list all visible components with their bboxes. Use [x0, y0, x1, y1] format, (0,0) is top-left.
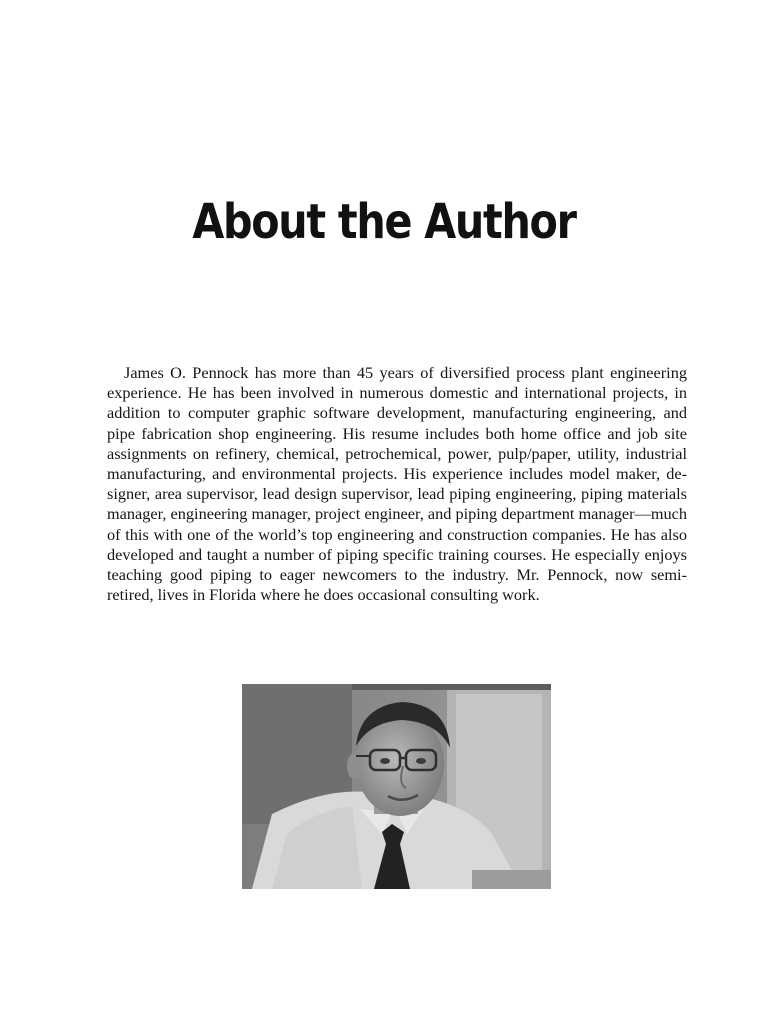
page-title: About the Author — [192, 194, 576, 250]
author-photo — [242, 684, 551, 889]
author-portrait-icon — [242, 684, 551, 889]
author-biography: James O. Pennock has more than 45 years of diversified process plant engineering experience. He has been involved in numerous domestic and international projects, in addition to computer graphic software development, manufacturing engineering, and pipe fabrication shop engineering. His resume includes both home office and job site assignments on refinery, chemical, petrochemical, power, pulp/paper, utility, industrial manufacturing, and environmental projects. His experience includes model maker, designer, area supervisor, lead design supervisor, lead piping engineering, piping materials manager, engineering manager, project engineer, and piping department manager—much of this with one of the world’s top engineering and construction companies. He has also developed and taught a number of piping specific training courses. He especially enjoys teaching good piping to eager newcomers to the industry. Mr. Pennock, now semi-retired, lives in Florida where he does occasional consulting work. — [107, 363, 687, 605]
